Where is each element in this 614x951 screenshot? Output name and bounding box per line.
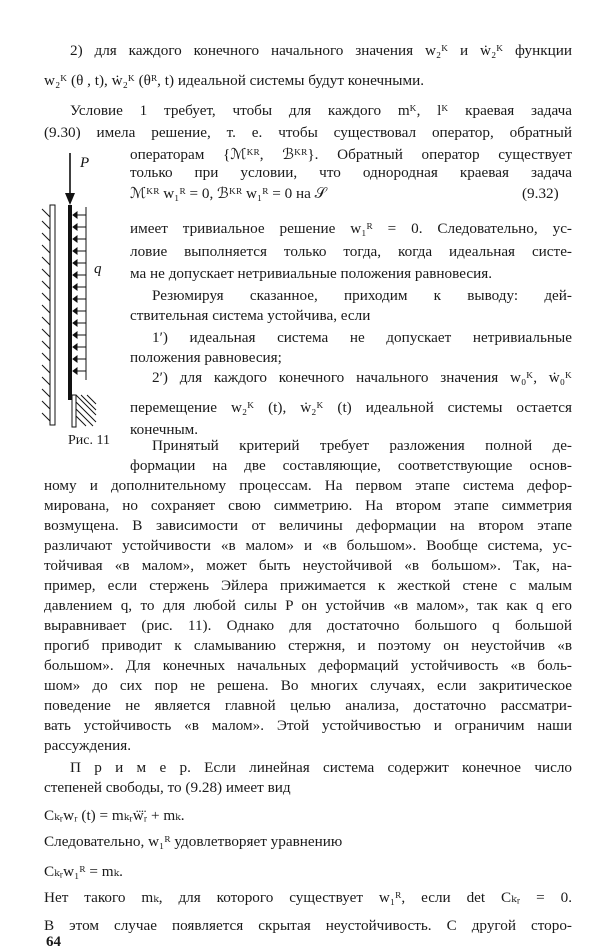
force-label: P — [80, 155, 90, 171]
text-line: Резюмируя сказанное, приходим к выводу: дей- — [152, 287, 572, 304]
figure-caption: Рис. 11 — [68, 433, 110, 448]
wall-hatching — [42, 209, 50, 421]
text-line: Условие 1 требует, чтобы для каждого mᴷ, lᴷ краевая задача — [70, 102, 572, 119]
text-line: ловие выполняется только тогда, когда идеальная систе- — [130, 243, 572, 260]
text-line: ма не допускает нетривиальные положения равновесия. — [130, 265, 492, 282]
text-line: возмущена. В зависимости от величины деформации на втором этапе — [44, 517, 572, 534]
text-line: выравнивает (рис. 11). Однако для достаточно большого q большой — [44, 617, 572, 634]
text-line: Следовательно, w₁ᴿ удовлетворяет уравнению — [44, 833, 343, 850]
force-arrowhead — [65, 193, 75, 205]
text-line: Принятый критерий требует разложения полной де- — [152, 437, 572, 454]
equation-number: (9.32) — [522, 185, 559, 202]
text-line: В этом случае появляется скрытая неустойчивость. С другой сторо- — [44, 917, 572, 934]
column-rod — [68, 205, 72, 400]
base-hatching — [76, 395, 96, 426]
load-label: q — [94, 261, 102, 277]
text-line: прогиб приводит к сламыванию стержня, и поэтому он неустойчив «в — [44, 637, 572, 654]
text-line: конечным. — [130, 421, 199, 438]
text-line: перемещение w₂ᴷ (t), ẇ₂ᴷ (t) идеальной системы остается — [130, 399, 572, 416]
text-line: П р и м е р. Если линейная система содержит конечное число — [70, 759, 572, 776]
text-line: степеней свободы, то (9.28) имеет вид — [44, 779, 291, 796]
text-line: тойчивая «в малом», может быть неустойчивой «в большом». Так, на- — [44, 557, 572, 574]
text-line: 1′) идеальная система не допускает нетривиальные — [152, 329, 572, 346]
equation: ℳᴷᴿ w₁ᴿ = 0, ℬᴷᴿ w₁ᴿ = 0 на 𝒮 — [130, 185, 327, 202]
text-line: 2) для каждого конечного начального значения w₂ᴷ и ẇ₂ᴷ функции — [70, 42, 572, 59]
equation: Cₖᵣwᵣ (t) = mₖᵣẅ̈ᵣ + mₖ. — [44, 807, 185, 824]
text-line: имеет тривиальное решение w₁ᴿ = 0. Следовательно, ус- — [130, 220, 572, 237]
text-line: только при условии, что однородная краевая задача — [130, 164, 572, 181]
distributed-load-arrows — [73, 212, 86, 374]
wall — [50, 205, 55, 425]
figure-11-euler-column — [36, 145, 136, 430]
text-line: Нет такого mₖ, для которого существует w₁ᴿ, если det Cₖᵣ = 0. — [44, 889, 572, 906]
text-line: вать устойчивость «в малом». Этой устойчивостью и ограничим наши — [44, 717, 572, 734]
text-line: ствительная система устойчива, если — [130, 307, 371, 324]
text-line: w₂ᴷ (θ , t), ẇ₂ᴷ (θᴿ, t) идеальной системы будут конечными. — [44, 72, 424, 89]
text-line: положения равновесия; — [130, 349, 282, 366]
text-line: большом». Для конечных начальных деформаций устойчивость «в боль- — [44, 657, 572, 674]
text-line: формации на две составляющие, соответствующие основ- — [130, 457, 572, 474]
text-line: шом» до сих пор не решена. Во многих случаях, если закритическое — [44, 677, 572, 694]
text-line: рассуждения. — [44, 737, 132, 754]
base-support — [72, 395, 76, 427]
text-line: (9.30) имела решение, т. е. чтобы существовал оператор, обратный — [44, 124, 572, 141]
page-number: 64 — [46, 934, 61, 950]
text-line: давлением q, то для любой силы P он устойчив «в малом», так как q его — [44, 597, 572, 614]
text-line: поведение не является главной целью анализа, достаточно рассматри- — [44, 697, 572, 714]
text-line: мирована, но сохраняет свою симметрию. На втором этапе симметрия — [44, 497, 572, 514]
text-line: ному и дополнительному процессам. На первом этапе система дефор- — [44, 477, 572, 494]
text-line: различают устойчивости «в малом» и «в большом». Вообще система, ус- — [44, 537, 572, 554]
text-line: операторам {ℳᴷᴿ, ℬᴷᴿ}. Обратный оператор существует — [130, 146, 572, 163]
text-line: 2′) для каждого конечного начального значения w₀ᴷ, ẇ₀ᴷ — [152, 369, 572, 386]
text-line: пример, если стержень Эйлера прижимается к жесткой стене с малым — [44, 577, 572, 594]
equation: Cₖᵣw₁ᴿ = mₖ. — [44, 863, 123, 880]
